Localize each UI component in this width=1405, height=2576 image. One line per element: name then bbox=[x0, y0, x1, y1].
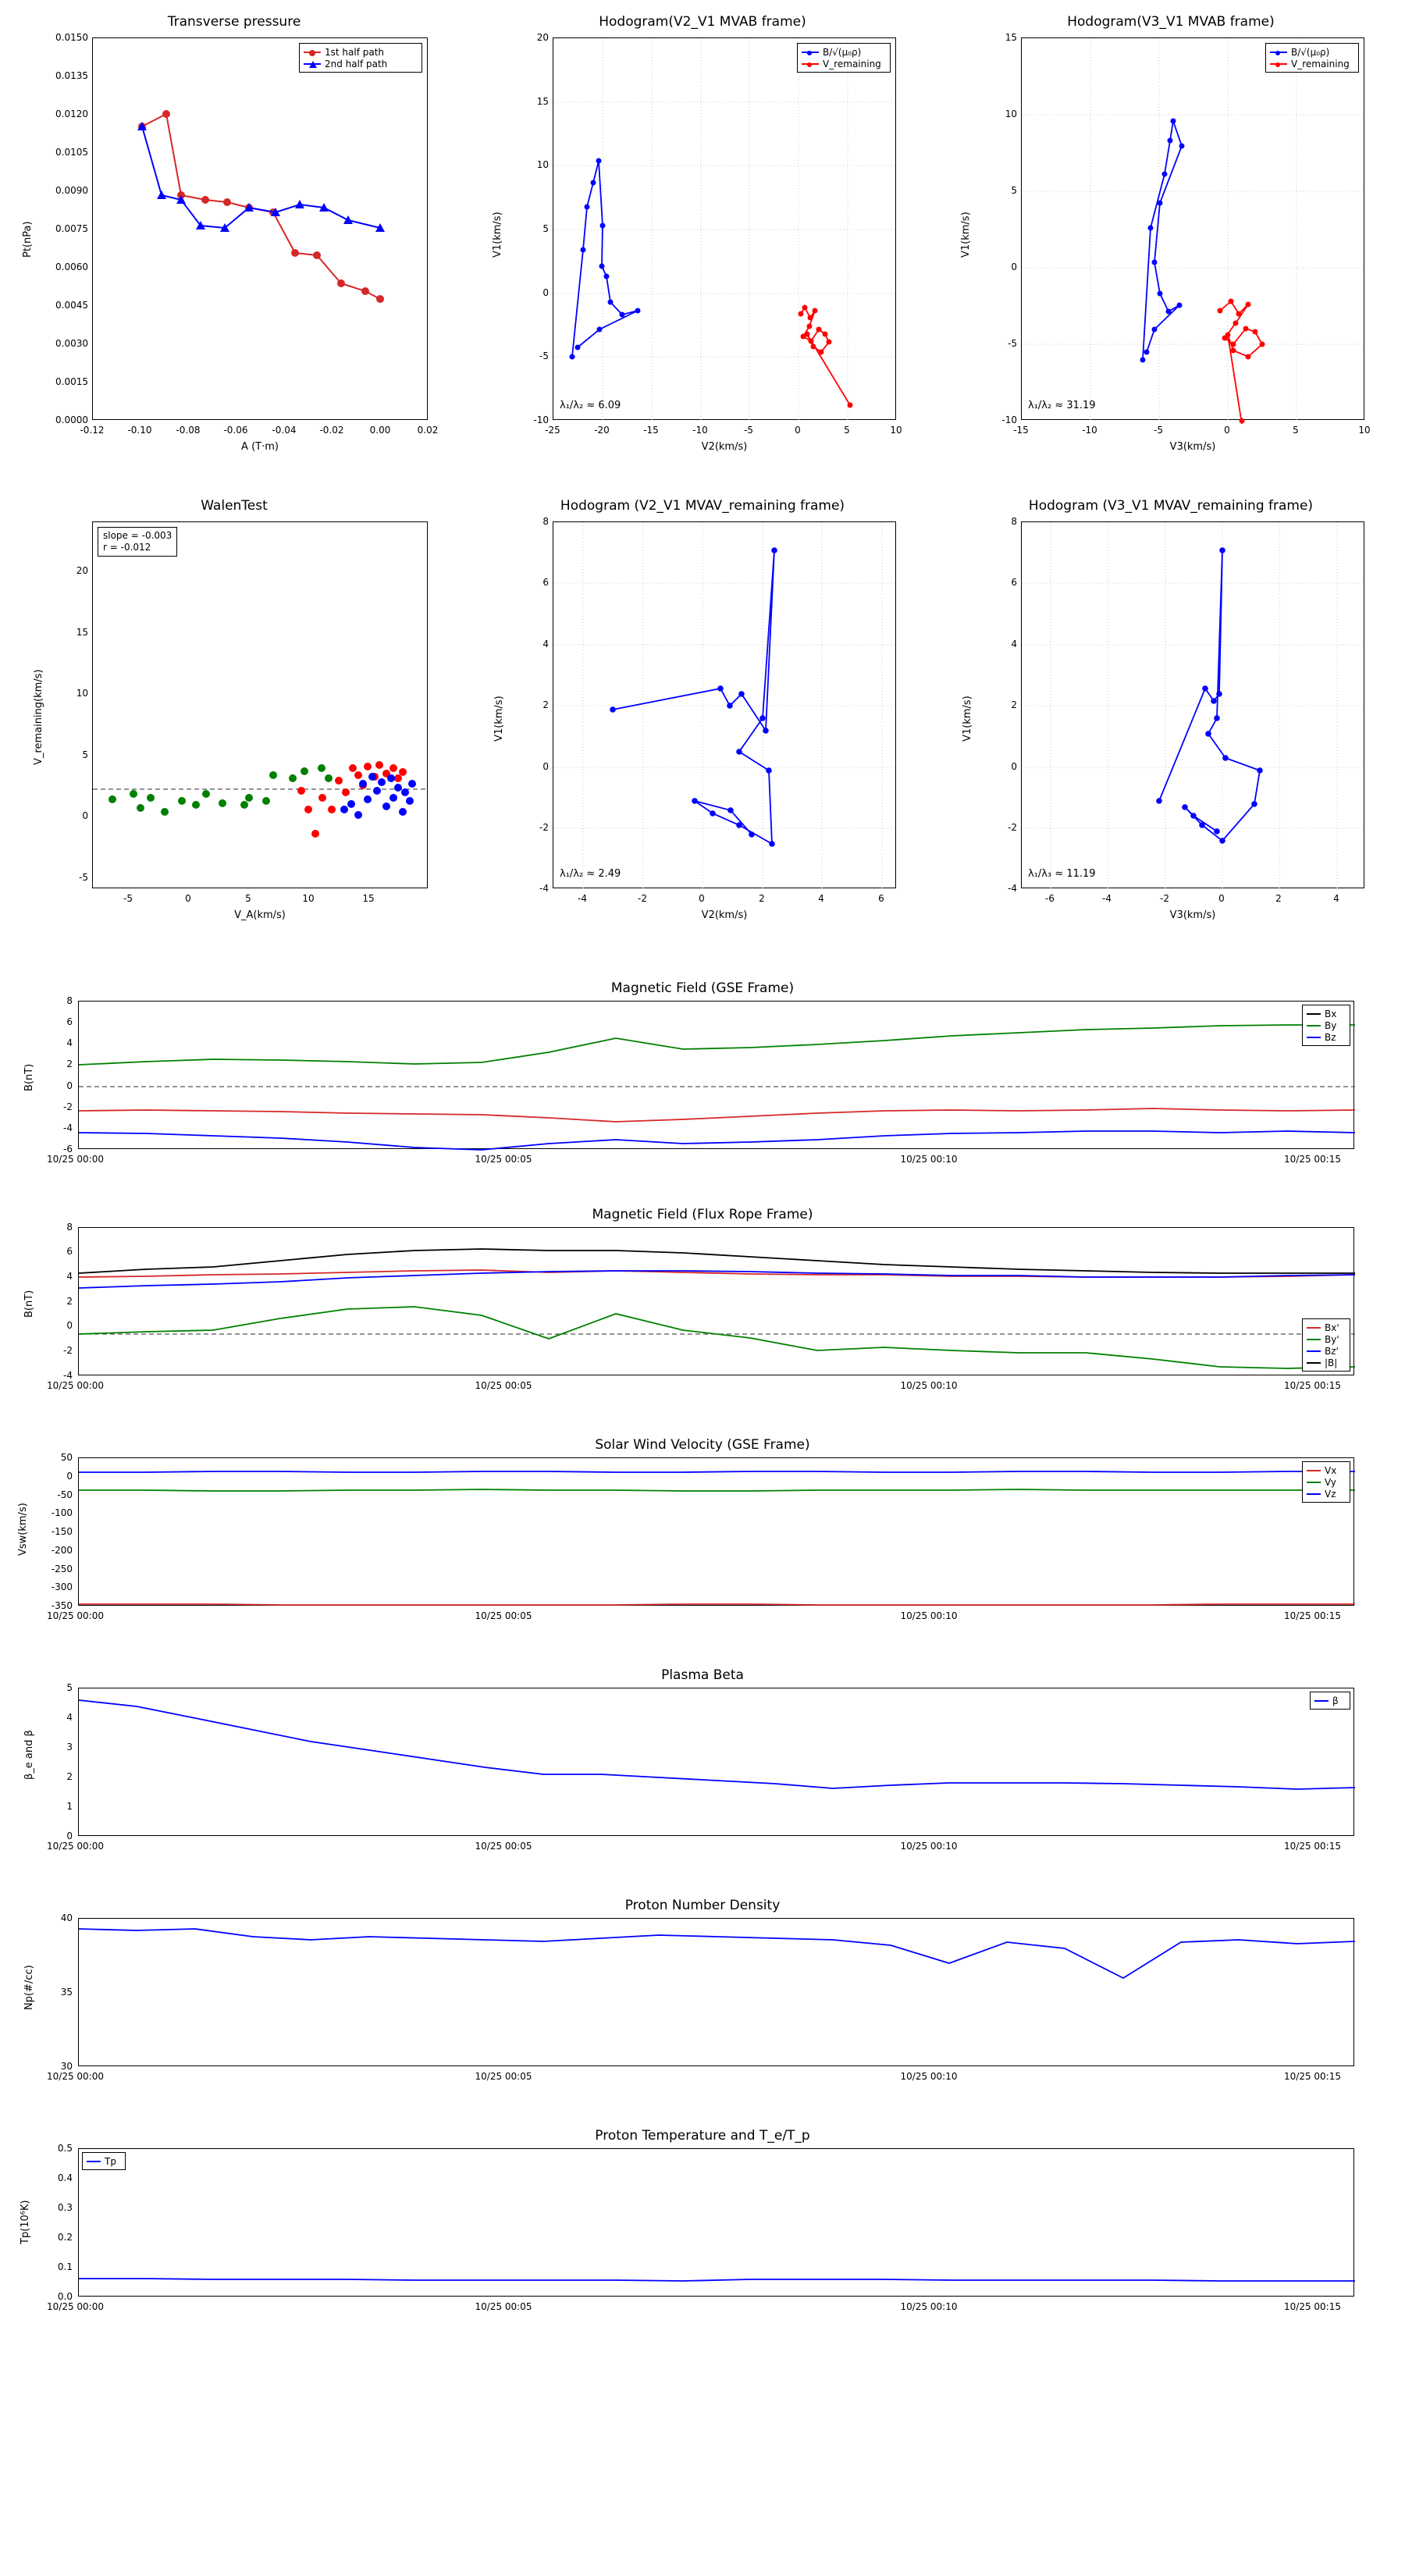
y-tick: 5 bbox=[542, 223, 549, 234]
x-tick: 0 bbox=[1218, 893, 1225, 904]
plot-area bbox=[92, 521, 428, 888]
x-tick: 4 bbox=[818, 893, 824, 904]
x-tick: -25 bbox=[545, 425, 560, 436]
chart-title: Hodogram(V2_V1 MVAB frame) bbox=[599, 14, 806, 30]
panel-hodogram-v3v1-mvab bbox=[937, 0, 1405, 453]
y-tick: 0.4 bbox=[57, 2172, 73, 2183]
x-tick: 5 bbox=[245, 893, 251, 904]
x-tick: -2 bbox=[638, 893, 647, 904]
legend-row bbox=[802, 46, 886, 58]
x-tick: 10/25 00:10 bbox=[900, 2301, 958, 2312]
y-tick: -4 bbox=[539, 883, 549, 894]
series-np bbox=[79, 1929, 1355, 1978]
x-tick: -4 bbox=[1102, 893, 1112, 904]
x-tick: 5 bbox=[1293, 425, 1299, 436]
fit-stats-box bbox=[98, 527, 177, 557]
plot-area bbox=[553, 521, 896, 888]
series-canvas bbox=[553, 522, 897, 889]
y-tick: -5 bbox=[79, 872, 88, 883]
y-tick: 0.0150 bbox=[55, 32, 88, 43]
legend-row bbox=[1314, 1695, 1346, 1706]
y-tick: 8 bbox=[542, 516, 549, 527]
y-tick: 20 bbox=[76, 565, 88, 576]
y-axis-label: Pt(nPa) bbox=[22, 221, 34, 258]
x-tick: 10/25 00:15 bbox=[1284, 1610, 1341, 1621]
x-tick: -2 bbox=[1160, 893, 1169, 904]
legend-label: β bbox=[1332, 1695, 1339, 1706]
y-axis-label: β_e and β bbox=[23, 1730, 35, 1780]
x-tick: 10/25 00:10 bbox=[900, 1380, 958, 1391]
x-tick: -0.08 bbox=[176, 425, 201, 436]
y-tick: -250 bbox=[51, 1564, 73, 1574]
x-tick: 10/25 00:15 bbox=[1284, 1154, 1341, 1165]
legend-row bbox=[304, 46, 418, 58]
y-tick: 0 bbox=[66, 1080, 73, 1091]
x-tick: 0 bbox=[795, 425, 801, 436]
plot-area bbox=[78, 1688, 1354, 1836]
x-tick: 10/25 00:00 bbox=[47, 1610, 104, 1621]
series-vy bbox=[79, 1489, 1355, 1491]
y-tick: 15 bbox=[1005, 32, 1017, 43]
x-tick: 10/25 00:10 bbox=[900, 1154, 958, 1165]
x-tick: 2 bbox=[1275, 893, 1282, 904]
y-tick: 4 bbox=[1011, 639, 1017, 649]
y-tick: -4 bbox=[63, 1370, 73, 1381]
panel-proton-temperature bbox=[0, 2123, 1405, 2326]
y-axis-label: Vsw(km/s) bbox=[17, 1503, 29, 1556]
y-tick: -5 bbox=[539, 350, 549, 361]
series-b-magnitude bbox=[79, 1249, 1355, 1273]
chart-title: Solar Wind Velocity (GSE Frame) bbox=[595, 1437, 810, 1453]
y-tick: 6 bbox=[542, 577, 549, 588]
chart-title: Magnetic Field (GSE Frame) bbox=[610, 980, 795, 996]
y-tick: 0 bbox=[1011, 761, 1017, 772]
y-tick: 50 bbox=[60, 1452, 73, 1463]
x-tick: -10 bbox=[1082, 425, 1097, 436]
legend-row bbox=[87, 2155, 121, 2167]
panel-hodogram-v2v1-mvav bbox=[468, 484, 937, 921]
x-tick: 10 bbox=[890, 425, 902, 436]
x-tick: 10/25 00:10 bbox=[900, 1841, 958, 1852]
x-tick: -10 bbox=[692, 425, 708, 436]
y-axis-label: V1(km/s) bbox=[960, 212, 972, 258]
x-tick: -4 bbox=[578, 893, 587, 904]
series-canvas bbox=[79, 1919, 1355, 2067]
chart-title: Proton Temperature and T_e/T_p bbox=[595, 2128, 810, 2144]
y-tick: 2 bbox=[542, 699, 549, 710]
series-canvas bbox=[79, 1228, 1355, 1376]
x-tick: 4 bbox=[1333, 893, 1339, 904]
y-tick: -2 bbox=[63, 1345, 73, 1356]
y-tick: 10 bbox=[76, 688, 88, 699]
plot-area bbox=[78, 1918, 1354, 2066]
chart-title: Transverse pressure bbox=[167, 14, 301, 30]
eigenvalue-ratio-annotation: λ₁/λ₂ ≈ 6.09 bbox=[560, 400, 621, 411]
y-axis-label: B(nT) bbox=[23, 1063, 35, 1091]
y-tick: 4 bbox=[542, 639, 549, 649]
x-tick: 0.00 bbox=[369, 425, 391, 436]
series-vz bbox=[79, 1471, 1355, 1472]
x-axis-label: A (T·m) bbox=[241, 441, 279, 453]
y-tick: 0.1 bbox=[57, 2261, 73, 2272]
y-tick: 0.0060 bbox=[55, 262, 88, 272]
y-tick: 2 bbox=[66, 1059, 73, 1069]
x-tick: 10/25 00:10 bbox=[900, 2071, 958, 2082]
y-tick: 0.0045 bbox=[55, 300, 88, 311]
chart-title: Proton Number Density bbox=[624, 1898, 781, 1913]
panel-transverse-pressure bbox=[0, 0, 468, 453]
y-tick: 0.0120 bbox=[55, 109, 88, 119]
y-tick: -4 bbox=[63, 1123, 73, 1133]
panel-plasma-beta bbox=[0, 1663, 1405, 1866]
y-tick: 0 bbox=[66, 1320, 73, 1331]
fit-slope: slope = -0.003 bbox=[103, 530, 173, 541]
y-tick: -350 bbox=[51, 1600, 73, 1611]
legend bbox=[1265, 43, 1359, 73]
series-bz bbox=[79, 1131, 1355, 1150]
legend-row bbox=[1307, 1008, 1346, 1019]
y-axis-label: Np(#/cc) bbox=[23, 1965, 35, 2010]
y-axis-label: V1(km/s) bbox=[493, 696, 505, 742]
y-axis-label: B(nT) bbox=[23, 1290, 35, 1318]
y-tick: 5 bbox=[82, 749, 88, 760]
y-tick: 6 bbox=[66, 1016, 73, 1027]
legend-row bbox=[1307, 1019, 1346, 1031]
fit-correlation: r = -0.012 bbox=[103, 542, 151, 553]
y-tick: -5 bbox=[1008, 338, 1017, 349]
legend-row bbox=[1307, 1488, 1346, 1500]
x-tick: 10/25 00:00 bbox=[47, 1154, 104, 1165]
series-canvas bbox=[79, 1002, 1355, 1150]
x-tick: -0.04 bbox=[272, 425, 297, 436]
chart-title: WalenTest bbox=[201, 498, 268, 514]
series-bx bbox=[79, 1108, 1355, 1122]
y-tick: 3 bbox=[66, 1742, 73, 1752]
x-tick: 10/25 00:05 bbox=[475, 1610, 532, 1621]
legend-label: Vx bbox=[1325, 1464, 1337, 1476]
y-tick: 15 bbox=[536, 96, 549, 107]
series-by-prime bbox=[79, 1307, 1355, 1368]
y-tick: 4 bbox=[66, 1271, 73, 1282]
series-canvas bbox=[93, 522, 429, 889]
legend-row bbox=[1307, 1322, 1346, 1333]
series-tp bbox=[79, 2279, 1355, 2281]
y-tick: 0 bbox=[66, 1831, 73, 1841]
legend-label: |B| bbox=[1325, 1357, 1338, 1368]
y-tick: 0.0105 bbox=[55, 147, 88, 158]
panel-hodogram-v3v1-mvav bbox=[937, 484, 1405, 921]
y-tick: 6 bbox=[66, 1246, 73, 1257]
y-tick: -50 bbox=[57, 1489, 73, 1500]
series-canvas bbox=[1022, 522, 1365, 889]
y-tick: 2 bbox=[66, 1296, 73, 1307]
y-tick: -6 bbox=[63, 1144, 73, 1155]
y-tick: 6 bbox=[1011, 577, 1017, 588]
chart-title: Plasma Beta bbox=[661, 1667, 744, 1683]
plot-area bbox=[92, 37, 428, 420]
plot-area bbox=[1021, 521, 1364, 888]
legend-label: Vz bbox=[1325, 1488, 1336, 1500]
plot-area bbox=[78, 1457, 1354, 1606]
y-tick: 10 bbox=[1005, 109, 1017, 119]
panel-magnetic-field-gse bbox=[0, 976, 1405, 1179]
x-tick: 10/25 00:15 bbox=[1284, 1841, 1341, 1852]
legend-row bbox=[1307, 1345, 1346, 1357]
legend bbox=[1310, 1692, 1350, 1710]
x-tick: 10/25 00:15 bbox=[1284, 2071, 1341, 2082]
y-tick: -10 bbox=[1001, 415, 1017, 425]
x-tick: 5 bbox=[844, 425, 850, 436]
legend-label: Tp bbox=[105, 2155, 116, 2167]
x-tick: -0.10 bbox=[127, 425, 152, 436]
x-tick: 10/25 00:10 bbox=[900, 1610, 958, 1621]
legend bbox=[299, 43, 422, 73]
plot-area bbox=[78, 1227, 1354, 1375]
y-tick: -2 bbox=[63, 1101, 73, 1112]
legend-label: B/√(μ₀ρ) bbox=[823, 46, 862, 58]
chart-title: Hodogram (V3_V1 MVAV_remaining frame) bbox=[1028, 498, 1314, 514]
legend-row bbox=[1270, 58, 1354, 69]
x-tick: 10/25 00:00 bbox=[47, 2301, 104, 2312]
x-tick: 10/25 00:00 bbox=[47, 1380, 104, 1391]
x-tick: 0 bbox=[699, 893, 705, 904]
eigenvalue-ratio-annotation: λ₁/λ₂ ≈ 31.19 bbox=[1028, 400, 1096, 411]
legend-label: B/√(μ₀ρ) bbox=[1291, 46, 1330, 58]
y-tick: 0.5 bbox=[57, 2143, 73, 2154]
legend-label: Vy bbox=[1325, 1476, 1336, 1488]
series-canvas bbox=[79, 2149, 1355, 2297]
x-tick: 10/25 00:00 bbox=[47, 1841, 104, 1852]
legend bbox=[1302, 1318, 1350, 1372]
x-tick: 2 bbox=[759, 893, 765, 904]
y-tick: 4 bbox=[66, 1037, 73, 1048]
y-tick: -300 bbox=[51, 1582, 73, 1592]
y-tick: 8 bbox=[1011, 516, 1017, 527]
legend-row bbox=[304, 58, 418, 69]
x-tick: 0 bbox=[1224, 425, 1230, 436]
x-tick: 10/25 00:05 bbox=[475, 1380, 532, 1391]
legend-row bbox=[1270, 46, 1354, 58]
chart-title: Magnetic Field (Flux Rope Frame) bbox=[592, 1207, 813, 1222]
legend-label: 1st half path bbox=[325, 46, 385, 58]
y-tick: 15 bbox=[76, 627, 88, 638]
chart-title: Hodogram (V2_V1 MVAV_remaining frame) bbox=[560, 498, 845, 514]
x-tick: 10 bbox=[302, 893, 315, 904]
legend bbox=[1302, 1005, 1350, 1046]
y-tick: -10 bbox=[533, 415, 549, 425]
x-tick: -5 bbox=[123, 893, 133, 904]
legend-label: Bx bbox=[1325, 1008, 1337, 1019]
x-tick: -15 bbox=[643, 425, 659, 436]
chart-title: Hodogram(V3_V1 MVAB frame) bbox=[1067, 14, 1275, 30]
eigenvalue-ratio-annotation: λ₁/λ₂ ≈ 2.49 bbox=[560, 868, 621, 880]
x-tick: 6 bbox=[878, 893, 884, 904]
panel-solar-wind-velocity bbox=[0, 1432, 1405, 1635]
y-tick: 2 bbox=[66, 1771, 73, 1782]
panel-hodogram-v2v1-mvab bbox=[468, 0, 937, 453]
x-tick: -5 bbox=[1154, 425, 1163, 436]
y-tick: 35 bbox=[60, 1987, 73, 1998]
y-tick: -4 bbox=[1008, 883, 1017, 894]
legend-label: By' bbox=[1325, 1333, 1339, 1345]
legend-row bbox=[1307, 1333, 1346, 1345]
y-tick: 0.0000 bbox=[55, 415, 88, 425]
legend-label: By bbox=[1325, 1019, 1337, 1031]
plot-area bbox=[78, 1001, 1354, 1149]
plot-area bbox=[553, 37, 896, 420]
y-tick: -2 bbox=[1008, 822, 1017, 833]
y-tick: 0.2 bbox=[57, 2232, 73, 2243]
y-tick: -2 bbox=[539, 822, 549, 833]
y-tick: 0.0 bbox=[57, 2291, 73, 2302]
x-axis-label: V3(km/s) bbox=[1169, 909, 1216, 921]
x-tick: -5 bbox=[744, 425, 753, 436]
panel-proton-number-density bbox=[0, 1893, 1405, 2096]
y-tick: 0 bbox=[1011, 262, 1017, 272]
panel-magnetic-field-flux-rope bbox=[0, 1202, 1405, 1405]
y-tick: 8 bbox=[66, 1222, 73, 1233]
x-tick: 10/25 00:05 bbox=[475, 1841, 532, 1852]
y-tick: 2 bbox=[1011, 699, 1017, 710]
y-tick: 0.0135 bbox=[55, 70, 88, 81]
legend-row bbox=[802, 58, 886, 69]
eigenvalue-ratio-annotation: λ₁/λ₃ ≈ 11.19 bbox=[1028, 868, 1096, 880]
x-tick: -0.06 bbox=[223, 425, 248, 436]
y-tick: 10 bbox=[536, 159, 549, 170]
x-tick: 10/25 00:05 bbox=[475, 2301, 532, 2312]
y-tick: 5 bbox=[66, 1682, 73, 1693]
y-tick: 8 bbox=[66, 995, 73, 1006]
series-canvas bbox=[1022, 38, 1365, 421]
x-tick: -6 bbox=[1045, 893, 1055, 904]
series-by bbox=[79, 1025, 1355, 1065]
legend-row bbox=[1307, 1357, 1346, 1368]
y-axis-label: V1(km/s) bbox=[962, 696, 973, 742]
legend-label: Bz' bbox=[1325, 1345, 1339, 1357]
y-tick: 1 bbox=[66, 1801, 73, 1812]
legend-label: Bz bbox=[1325, 1031, 1336, 1043]
legend-label: V_remaining bbox=[823, 58, 881, 69]
x-axis-label: V2(km/s) bbox=[701, 441, 748, 453]
x-tick: -15 bbox=[1013, 425, 1029, 436]
y-tick: -200 bbox=[51, 1545, 73, 1556]
legend-row bbox=[1307, 1476, 1346, 1488]
x-tick: 10/25 00:05 bbox=[475, 2071, 532, 2082]
x-tick: -0.12 bbox=[80, 425, 105, 436]
x-axis-label: V_A(km/s) bbox=[234, 909, 286, 921]
legend bbox=[1302, 1461, 1350, 1503]
legend-label: 2nd half path bbox=[325, 58, 388, 69]
series-vx bbox=[79, 1604, 1355, 1605]
series-canvas bbox=[79, 1458, 1355, 1606]
y-axis-label: Tp(10⁶K) bbox=[20, 2200, 31, 2244]
y-tick: 0 bbox=[542, 761, 549, 772]
x-axis-label: V2(km/s) bbox=[701, 909, 748, 921]
y-tick: -150 bbox=[51, 1526, 73, 1537]
series-canvas bbox=[79, 1688, 1355, 1837]
series-canvas bbox=[93, 38, 429, 421]
legend bbox=[82, 2152, 126, 2170]
x-tick: 15 bbox=[362, 893, 375, 904]
x-tick: 0 bbox=[185, 893, 191, 904]
y-tick: 0 bbox=[66, 1471, 73, 1482]
legend bbox=[797, 43, 891, 73]
y-tick: 0.0030 bbox=[55, 338, 88, 349]
x-axis-label: V3(km/s) bbox=[1169, 441, 1216, 453]
x-tick: 10 bbox=[1358, 425, 1371, 436]
panel-walen-test bbox=[0, 484, 468, 921]
legend-label: Bx' bbox=[1325, 1322, 1339, 1333]
y-tick: 0.0015 bbox=[55, 376, 88, 387]
y-tick: 30 bbox=[60, 2061, 73, 2072]
y-tick: 0.3 bbox=[57, 2202, 73, 2213]
y-tick: 20 bbox=[536, 32, 549, 43]
y-axis-label: V1(km/s) bbox=[492, 212, 503, 258]
series-canvas bbox=[553, 38, 897, 421]
x-tick: -0.02 bbox=[319, 425, 344, 436]
y-tick: 5 bbox=[1011, 185, 1017, 196]
y-tick: 0.0075 bbox=[55, 223, 88, 234]
y-tick: 40 bbox=[60, 1912, 73, 1923]
y-axis-label: V_remaining(km/s) bbox=[33, 669, 44, 765]
y-tick: 0 bbox=[82, 810, 88, 821]
plot-area bbox=[78, 2148, 1354, 2297]
x-tick: 0.02 bbox=[417, 425, 439, 436]
x-tick: -20 bbox=[594, 425, 610, 436]
y-tick: 0.0090 bbox=[55, 185, 88, 196]
x-tick: 10/25 00:05 bbox=[475, 1154, 532, 1165]
legend-label: V_remaining bbox=[1291, 58, 1350, 69]
x-tick: 10/25 00:15 bbox=[1284, 1380, 1341, 1391]
y-tick: 0 bbox=[542, 287, 549, 298]
x-tick: 10/25 00:15 bbox=[1284, 2301, 1341, 2312]
legend-row bbox=[1307, 1464, 1346, 1476]
y-tick: 4 bbox=[66, 1712, 73, 1723]
plot-area bbox=[1021, 37, 1364, 420]
x-tick: 10/25 00:00 bbox=[47, 2071, 104, 2082]
legend-row bbox=[1307, 1031, 1346, 1043]
y-tick: -100 bbox=[51, 1507, 73, 1518]
series-beta bbox=[79, 1700, 1355, 1789]
